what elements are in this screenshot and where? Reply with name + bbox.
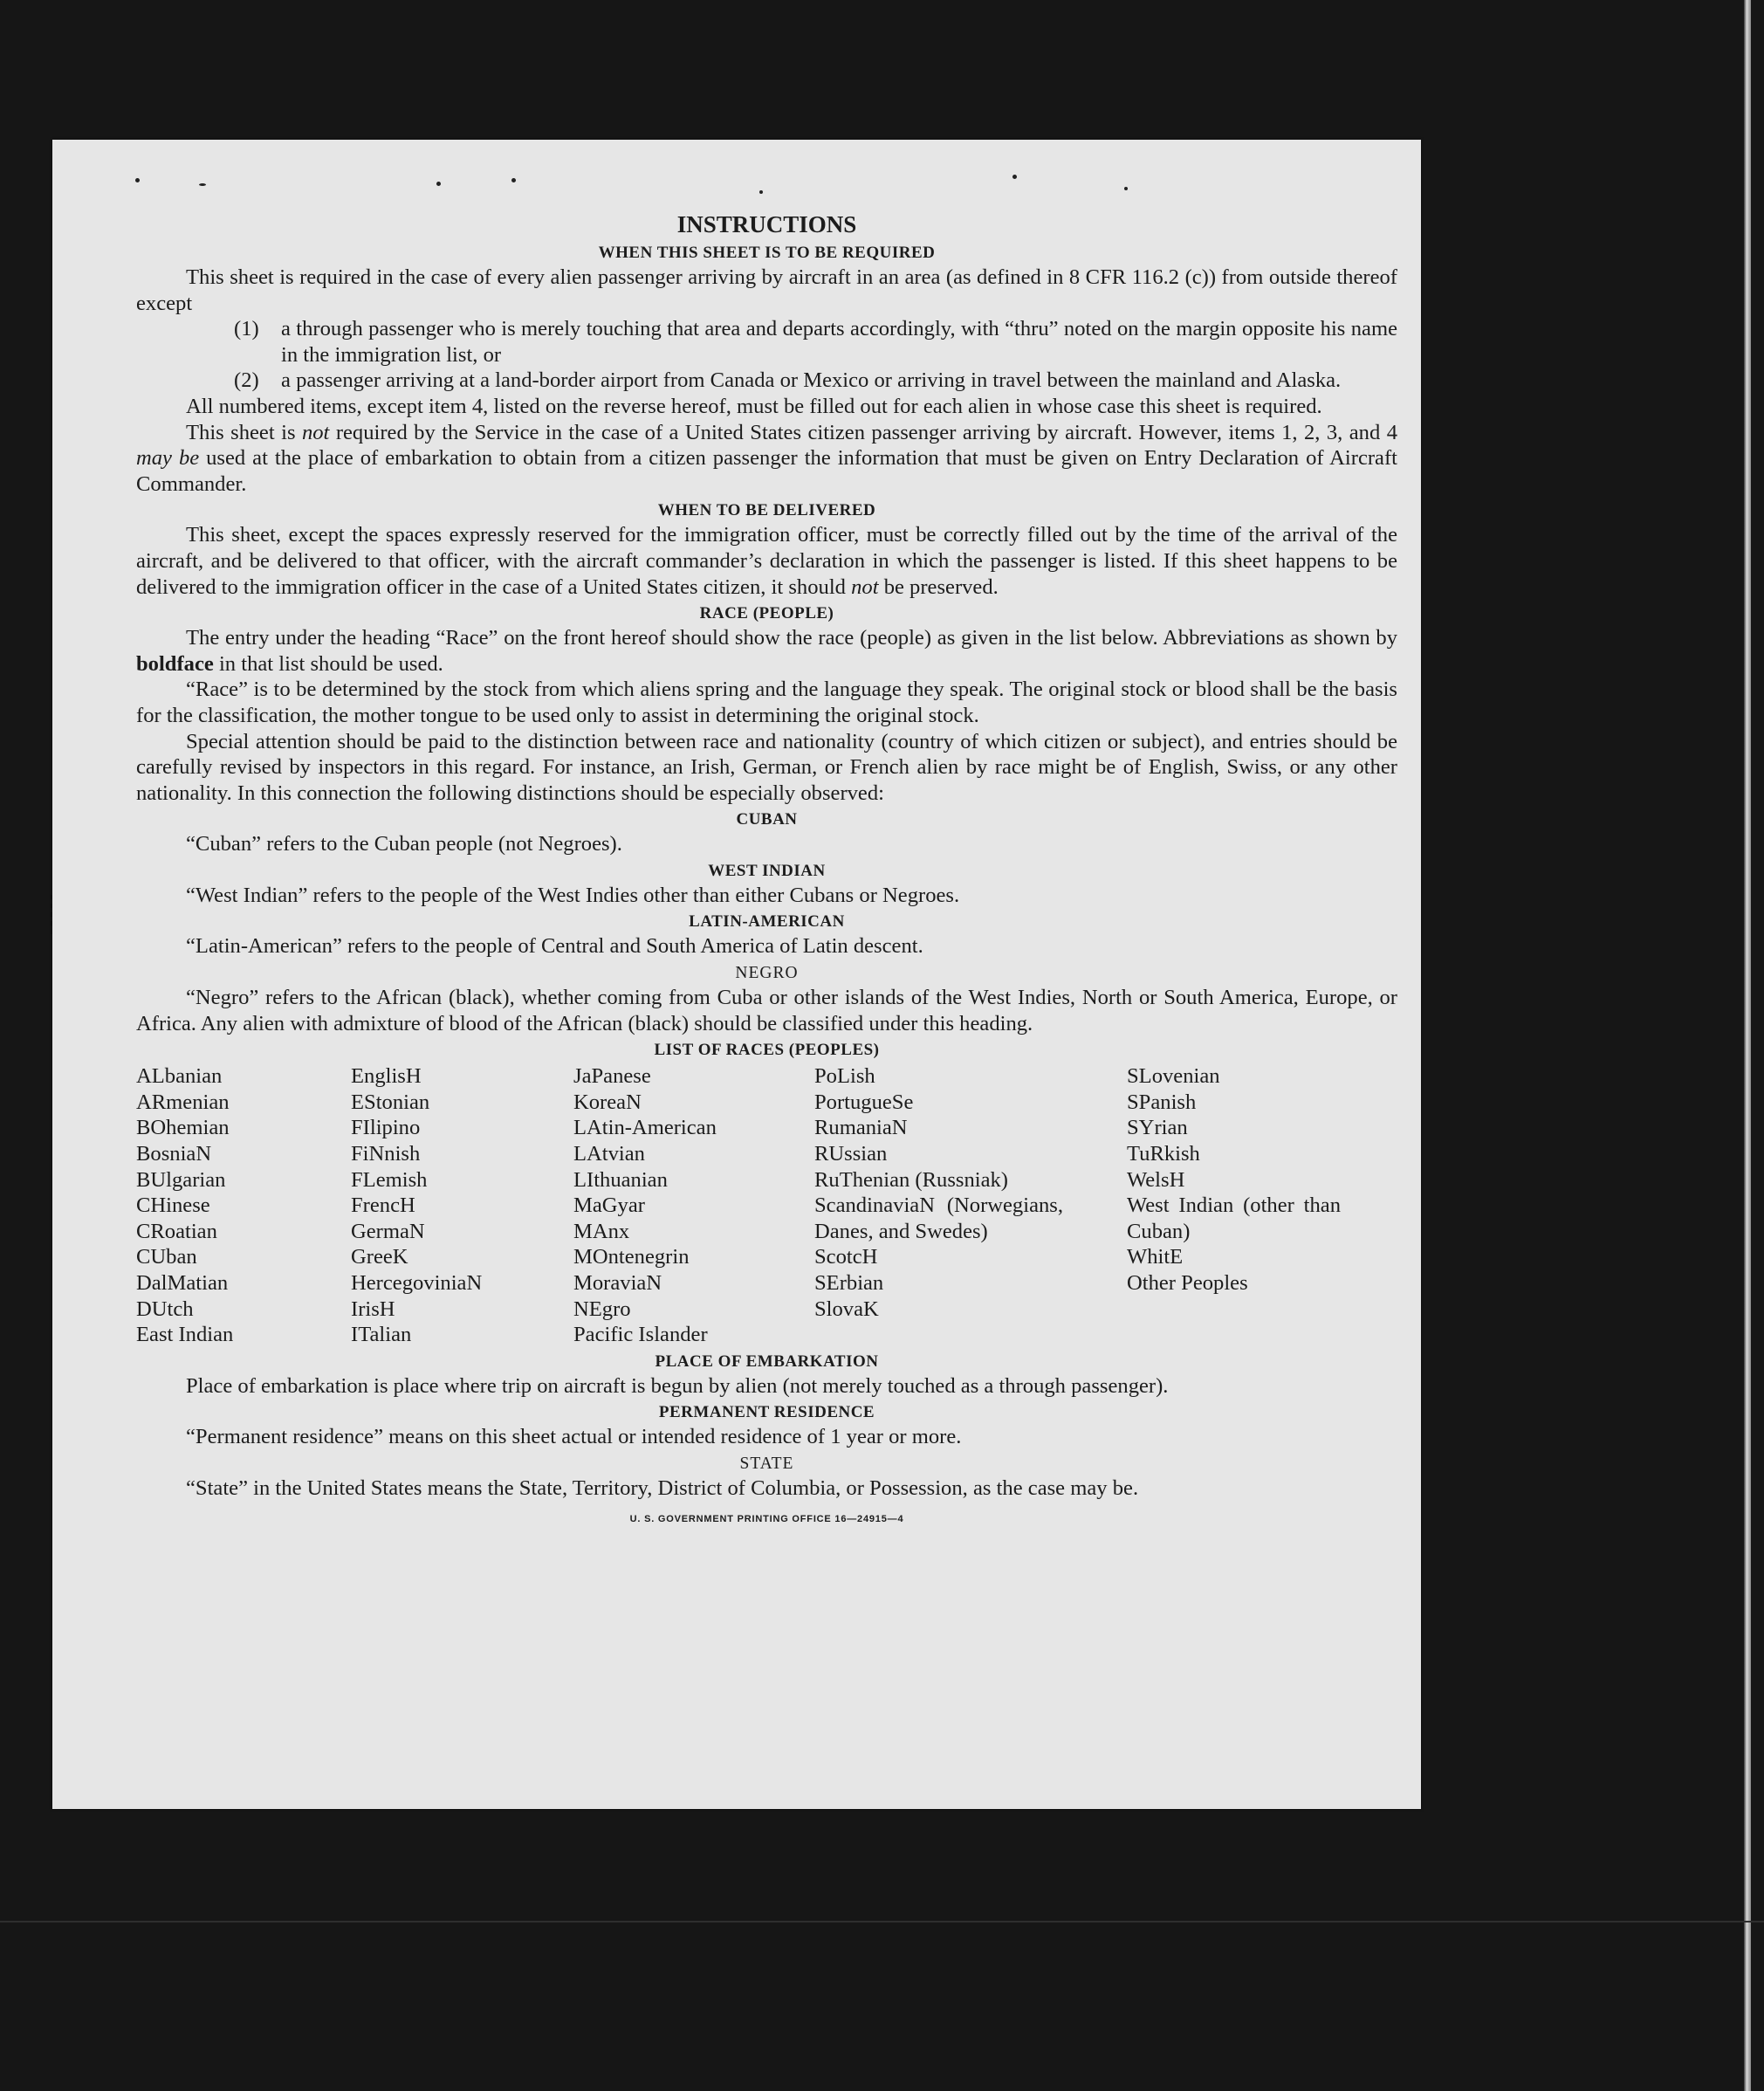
race-item: SErbian bbox=[814, 1271, 884, 1295]
races-column-5 bbox=[1127, 1063, 1341, 1348]
section-heading-west-indian: WEST INDIAN bbox=[708, 861, 826, 880]
section-heading-required: WHEN THIS SHEET IS TO BE REQUIRED bbox=[598, 244, 936, 262]
paragraph: This sheet is required in the case of every alien passenger arriving by aircraft in an area (as defined in 8 CFR 116.2 (c)) from outside thereof except bbox=[136, 265, 1397, 315]
text-run: required by the Service in the case of a United States citizen passenger arriving by aircraft. However, items 1, 2, 3, and 4 bbox=[329, 420, 1397, 444]
section-heading-list-of-races: LIST OF RACES (PEOPLES) bbox=[654, 1041, 880, 1060]
paragraph: Special attention should be paid to the distinction between race and nationality (country of which citizen or subject), and entries should be carefully revised by inspectors in this regard. For instance, an Irish, German, or French alien by race might be of English, Swiss, or any other nationality. In this connection the following distinctions should be especially observed: bbox=[136, 729, 1397, 805]
paragraph: Place of embarkation is place where trip on aircraft is begun by alien (not merely touched as a through passenger). bbox=[186, 1373, 1169, 1398]
race-item: NEgro bbox=[573, 1297, 631, 1321]
item-number: (1) bbox=[234, 317, 259, 341]
race-item: KoreaN bbox=[573, 1090, 642, 1114]
speck bbox=[759, 190, 763, 194]
speck bbox=[511, 178, 516, 182]
races-column-2 bbox=[351, 1063, 573, 1348]
race-item: LAtvian bbox=[573, 1142, 645, 1166]
speck bbox=[1012, 175, 1017, 179]
section-heading-race: RACE (PEOPLE) bbox=[699, 604, 834, 623]
race-item: FiNnish bbox=[351, 1142, 421, 1166]
race-item: CRoatian bbox=[136, 1219, 217, 1243]
scan-line bbox=[0, 1921, 1764, 1922]
section-heading-cuban: CUBAN bbox=[736, 810, 798, 829]
race-item: SLovenian bbox=[1127, 1064, 1220, 1089]
race-item: MOntenegrin bbox=[573, 1245, 690, 1269]
race-item: ARmenian bbox=[136, 1090, 230, 1114]
race-item: ITalian bbox=[351, 1323, 412, 1347]
race-item: EStonian bbox=[351, 1090, 430, 1114]
paragraph bbox=[136, 420, 1397, 498]
race-item: ScotcH bbox=[814, 1245, 878, 1269]
race-item: DalMatian bbox=[136, 1271, 229, 1295]
text-run: be preserved. bbox=[878, 574, 999, 599]
race-item: MaGyar bbox=[573, 1193, 645, 1218]
document-body bbox=[136, 210, 1397, 1532]
race-item: FrencH bbox=[351, 1193, 415, 1218]
section-heading-state: STATE bbox=[739, 1454, 794, 1473]
race-item: PoLish bbox=[814, 1064, 875, 1089]
paragraph bbox=[136, 625, 1397, 677]
paragraph bbox=[136, 522, 1397, 600]
race-item: WhitE bbox=[1127, 1245, 1184, 1269]
race-item: LIthuanian bbox=[573, 1167, 668, 1192]
emphasis: may be bbox=[136, 446, 200, 471]
race-item: East Indian bbox=[136, 1323, 234, 1347]
race-item: IrisH bbox=[351, 1297, 395, 1321]
paragraph: “West Indian” refers to the people of the West Indies other than either Cubans or Negroes. bbox=[186, 883, 960, 907]
race-item: Other Peoples bbox=[1127, 1271, 1248, 1295]
paragraph: “Permanent residence” means on this sheet actual or intended residence of 1 year or more. bbox=[186, 1425, 962, 1449]
text-run: The entry under the heading “Race” on the front hereof should show the race (people) as given in the list below. Abbreviations as shown by bbox=[186, 626, 1397, 650]
section-heading-residence: PERMANENT RESIDENCE bbox=[658, 1403, 875, 1422]
race-item: SlovaK bbox=[814, 1297, 879, 1321]
item-text: a passenger arriving at a land-border airport from Canada or Mexico or arriving in travel between the mainland and Alaska. bbox=[281, 368, 1342, 393]
text-run: in that list should be used. bbox=[213, 651, 443, 676]
race-item: LAtin-American bbox=[573, 1116, 717, 1140]
item-text: a through passenger who is merely touching that area and departs accordingly, with “thru” noted on the margin opposite his name in the immigration list, or bbox=[281, 317, 1397, 367]
races-column-1 bbox=[136, 1063, 351, 1348]
item-number: (2) bbox=[234, 368, 259, 393]
race-item: CHinese bbox=[136, 1193, 210, 1218]
speck bbox=[135, 178, 140, 182]
paragraph: “Negro” refers to the African (black), whether coming from Cuba or other islands of the West Indies, North or South America, Europe, or Africa. Any alien with admixture of blood of the African (black) should be classified under this heading. bbox=[136, 986, 1397, 1035]
race-item: SPanish bbox=[1127, 1090, 1197, 1114]
section-heading-latin-american: LATIN-AMERICAN bbox=[689, 912, 845, 932]
race-item: RuThenian (Russniak) bbox=[814, 1167, 1008, 1192]
race-item: PortugueSe bbox=[814, 1090, 914, 1114]
race-item: FLemish bbox=[351, 1167, 428, 1192]
scan-edge bbox=[1744, 0, 1751, 2091]
race-item: RumaniaN bbox=[814, 1116, 908, 1140]
race-item: ScandinaviaN (Norwegians, Danes, and Swedes) bbox=[814, 1193, 1063, 1243]
race-item: SYrian bbox=[1127, 1116, 1188, 1140]
race-item: GreeK bbox=[351, 1245, 408, 1269]
section-heading-delivered: WHEN TO BE DELIVERED bbox=[657, 501, 876, 520]
races-list bbox=[136, 1063, 1397, 1348]
text-run: used at the place of embarkation to obtain from a citizen passenger the information that must be given on Entry Declaration of Aircraft Commander. bbox=[136, 446, 1397, 496]
race-item: West Indian (other than Cuban) bbox=[1127, 1193, 1341, 1243]
race-item: EnglisH bbox=[351, 1064, 422, 1089]
section-heading-negro: NEGRO bbox=[735, 964, 799, 983]
paragraph: “State” in the United States means the State, Territory, District of Columbia, or Possession, as the case may be. bbox=[186, 1475, 1139, 1500]
race-item: WelsH bbox=[1127, 1167, 1185, 1192]
bold-text: boldface bbox=[136, 651, 214, 676]
race-item: RUssian bbox=[814, 1142, 888, 1166]
text-run: This sheet is bbox=[186, 420, 302, 444]
document-sheet bbox=[52, 140, 1421, 1809]
emphasis: not bbox=[851, 574, 879, 599]
paragraph: All numbered items, except item 4, listed on the reverse hereof, must be filled out for each alien in whose case this sheet is required. bbox=[186, 394, 1322, 418]
race-item: BosniaN bbox=[136, 1142, 212, 1166]
section-heading-embarkation: PLACE OF EMBARKATION bbox=[655, 1352, 879, 1371]
race-item: HercegoviniaN bbox=[351, 1271, 483, 1295]
speck bbox=[436, 182, 441, 186]
paragraph: “Cuban” refers to the Cuban people (not Negroes). bbox=[186, 832, 622, 856]
speck bbox=[1124, 187, 1128, 190]
races-column-4 bbox=[814, 1063, 1063, 1348]
race-item: CUban bbox=[136, 1245, 197, 1269]
race-item: Pacific Islander bbox=[573, 1323, 708, 1347]
race-item: TuRkish bbox=[1127, 1142, 1200, 1166]
emphasis: not bbox=[301, 420, 330, 444]
race-item: GermaN bbox=[351, 1219, 425, 1243]
race-item: FIlipino bbox=[351, 1116, 421, 1140]
race-item: MoraviaN bbox=[573, 1271, 662, 1295]
race-item: ALbanian bbox=[136, 1064, 223, 1089]
paragraph: “Latin-American” refers to the people of Central and South America of Latin descent. bbox=[186, 934, 923, 959]
text-run: This sheet, except the spaces expressly reserved for the immigration officer, must be correctly filled out by the time of the arrival of the aircraft, and be delivered to that officer, with the aircraft commander’s declaration in which the passenger is listed. If this sheet happens to be delivered to the immigration officer in the case of a United States citizen, it should bbox=[136, 523, 1397, 599]
speck bbox=[199, 183, 206, 186]
list-item bbox=[234, 368, 1397, 394]
paragraph: “Race” is to be determined by the stock from which aliens spring and the language they speak. The original stock or blood shall be the basis for the classification, the mother tongue to be used only to assist in determining the original stock. bbox=[136, 678, 1397, 727]
race-item: BOhemian bbox=[136, 1116, 230, 1140]
list-item bbox=[234, 316, 1397, 368]
race-item: JaPanese bbox=[573, 1064, 651, 1089]
race-item: BUlgarian bbox=[136, 1167, 226, 1192]
race-item: MAnx bbox=[573, 1219, 630, 1243]
printer-imprint: U. S. GOVERNMENT PRINTING OFFICE 16—24915—4 bbox=[629, 1513, 904, 1524]
races-column-3 bbox=[573, 1063, 814, 1348]
document-title: INSTRUCTIONS bbox=[676, 211, 857, 237]
race-item: DUtch bbox=[136, 1297, 194, 1321]
